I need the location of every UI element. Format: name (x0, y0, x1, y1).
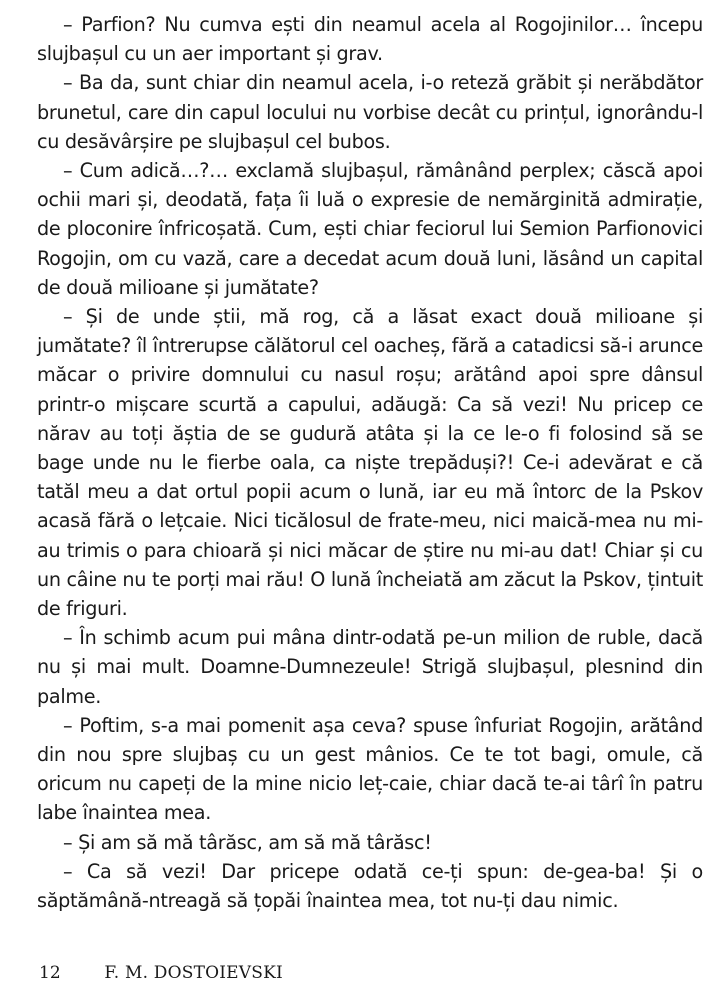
running-head-author: F. M. DOSTOIEVSKI (104, 963, 283, 983)
paragraph: – Și de unde știi, mă rog, că a lăsat exact două milioane și jumătate? îl întrerupse călătorul cel oacheș, fără a catadicsi să-i arunce măcar o privire domnului cu nasul roșu; arătând apoi spre dânsul printr-o mișcare scurtă a capului, adăugă: Ca să vezi! Nu pricep ce nărav au toți ăștia de se gudură atâta și la ce le-o fi folosind să se bage unde nu le fierbe oala, ca niște trepăduși?! Ce-i adevărat e că tatăl meu a dat ortul popii acum o lună, iar eu mă întorc de la Pskov acasă fără o lețcaie. Nici ticălosul de frate-meu, nici maică-mea nu mi-au trimis o para chioară și nici măcar de știre nu mi-au dat! Chiar și cu un câine nu te porți mai rău! O lună încheiată am zăcut la Pskov, țintuit de friguri. (37, 305, 703, 621)
page-footer (39, 962, 283, 984)
paragraph: – Poftim, s-a mai pomenit așa ceva? spuse înfuriat Rogojin, arătând din nou spre slujbaș cu un gest mânios. Ce te tot bagi, omule, că oricum nu capeți de la mine nicio leț-caie, chiar dacă te-ai târî în patru labe înaintea mea. (37, 713, 703, 825)
body-text (37, 10, 703, 915)
paragraph: – Și am să mă târăsc, am să mă târăsc! (63, 830, 432, 854)
paragraph: – Ba da, sunt chiar din neamul acela, i-o reteză grăbit și nerăbdător brunetul, care din capul locului nu vorbise decât cu prințul, ignorându-l cu desăvârșire pe slujbașul cel bubos. (37, 71, 703, 153)
paragraph: – Cum adică…?… exclamă slujbașul, rămânând perplex; căscă apoi ochii mari și, deodată, fața îi luă o expresie de nemărginită admirație, de ploconire înfricoșată. Cum, ești chiar feciorul lui Semion Parfionovici Rogojin, om cu vază, care a decedat acum două luni, lăsând un capital de două milioane și jumătate? (37, 159, 703, 299)
page-number: 12 (39, 963, 61, 983)
paragraph: – Parfion? Nu cumva ești din neamul acela al Rogojinilor… începu slujbașul cu un aer important și grav. (37, 13, 703, 66)
paragraph: – Ca să vezi! Dar pricepe odată ce-ți spun: de-gea-ba! Și o săptămână-ntreagă să țopăi înaintea mea, tot nu-ți dau nimic. (37, 859, 703, 913)
paragraph: – În schimb acum pui mâna dintr-odată pe-un milion de ruble, dacă nu și mai mult. Doamne-Dumnezeule! Strigă slujbașul, plesnind din palme. (37, 626, 703, 708)
